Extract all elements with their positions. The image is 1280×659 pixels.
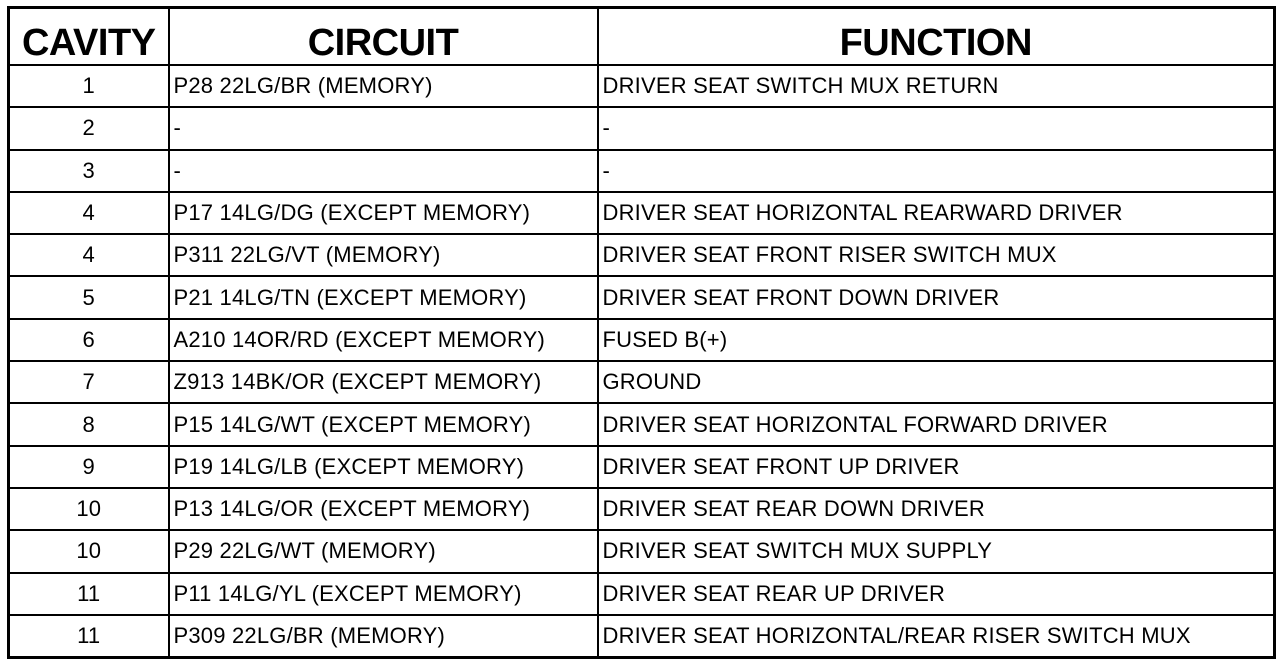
cavity-cell: 2 xyxy=(9,107,169,149)
cavity-cell: 7 xyxy=(9,361,169,403)
circuit-cell: P19 14LG/LB (EXCEPT MEMORY) xyxy=(169,446,598,488)
table-row xyxy=(9,403,1275,445)
cavity-cell: 10 xyxy=(9,530,169,572)
function-cell: - xyxy=(598,150,1275,192)
function-cell: DRIVER SEAT SWITCH MUX SUPPLY xyxy=(598,530,1275,572)
circuit-cell: - xyxy=(169,150,598,192)
function-cell: DRIVER SEAT FRONT DOWN DRIVER xyxy=(598,276,1275,318)
header-function: FUNCTION xyxy=(598,8,1275,66)
cavity-cell: 4 xyxy=(9,192,169,234)
table-row xyxy=(9,615,1275,658)
circuit-cell: - xyxy=(169,107,598,149)
circuit-cell: P29 22LG/WT (MEMORY) xyxy=(169,530,598,572)
circuit-cell: P21 14LG/TN (EXCEPT MEMORY) xyxy=(169,276,598,318)
cavity-cell: 1 xyxy=(9,65,169,107)
table-row xyxy=(9,530,1275,572)
table-header-row xyxy=(9,8,1275,66)
function-cell: DRIVER SEAT HORIZONTAL/REAR RISER SWITCH MUX xyxy=(598,615,1275,658)
cavity-cell: 9 xyxy=(9,446,169,488)
connector-pinout-table-wrapper xyxy=(7,6,1273,652)
table-row xyxy=(9,319,1275,361)
table-row xyxy=(9,107,1275,149)
table-row xyxy=(9,234,1275,276)
function-cell: DRIVER SEAT SWITCH MUX RETURN xyxy=(598,65,1275,107)
table-row xyxy=(9,361,1275,403)
cavity-cell: 10 xyxy=(9,488,169,530)
function-cell: DRIVER SEAT HORIZONTAL FORWARD DRIVER xyxy=(598,403,1275,445)
function-cell: - xyxy=(598,107,1275,149)
circuit-cell: P28 22LG/BR (MEMORY) xyxy=(169,65,598,107)
table-row xyxy=(9,65,1275,107)
function-cell: DRIVER SEAT REAR UP DRIVER xyxy=(598,573,1275,615)
header-cavity: CAVITY xyxy=(9,8,169,66)
table-row xyxy=(9,446,1275,488)
function-cell: DRIVER SEAT FRONT UP DRIVER xyxy=(598,446,1275,488)
circuit-cell: P309 22LG/BR (MEMORY) xyxy=(169,615,598,658)
cavity-cell: 3 xyxy=(9,150,169,192)
table-row xyxy=(9,573,1275,615)
circuit-cell: Z913 14BK/OR (EXCEPT MEMORY) xyxy=(169,361,598,403)
table-row xyxy=(9,276,1275,318)
circuit-cell: P15 14LG/WT (EXCEPT MEMORY) xyxy=(169,403,598,445)
cavity-cell: 8 xyxy=(9,403,169,445)
cavity-cell: 11 xyxy=(9,573,169,615)
function-cell: FUSED B(+) xyxy=(598,319,1275,361)
circuit-cell: P13 14LG/OR (EXCEPT MEMORY) xyxy=(169,488,598,530)
circuit-cell: A210 14OR/RD (EXCEPT MEMORY) xyxy=(169,319,598,361)
circuit-cell: P311 22LG/VT (MEMORY) xyxy=(169,234,598,276)
cavity-cell: 5 xyxy=(9,276,169,318)
cavity-cell: 4 xyxy=(9,234,169,276)
function-cell: GROUND xyxy=(598,361,1275,403)
function-cell: DRIVER SEAT REAR DOWN DRIVER xyxy=(598,488,1275,530)
table-row xyxy=(9,488,1275,530)
table-row xyxy=(9,192,1275,234)
header-circuit: CIRCUIT xyxy=(169,8,598,66)
table-row xyxy=(9,150,1275,192)
cavity-cell: 11 xyxy=(9,615,169,658)
connector-pinout-table xyxy=(7,6,1276,659)
circuit-cell: P17 14LG/DG (EXCEPT MEMORY) xyxy=(169,192,598,234)
function-cell: DRIVER SEAT HORIZONTAL REARWARD DRIVER xyxy=(598,192,1275,234)
circuit-cell: P11 14LG/YL (EXCEPT MEMORY) xyxy=(169,573,598,615)
function-cell: DRIVER SEAT FRONT RISER SWITCH MUX xyxy=(598,234,1275,276)
cavity-cell: 6 xyxy=(9,319,169,361)
